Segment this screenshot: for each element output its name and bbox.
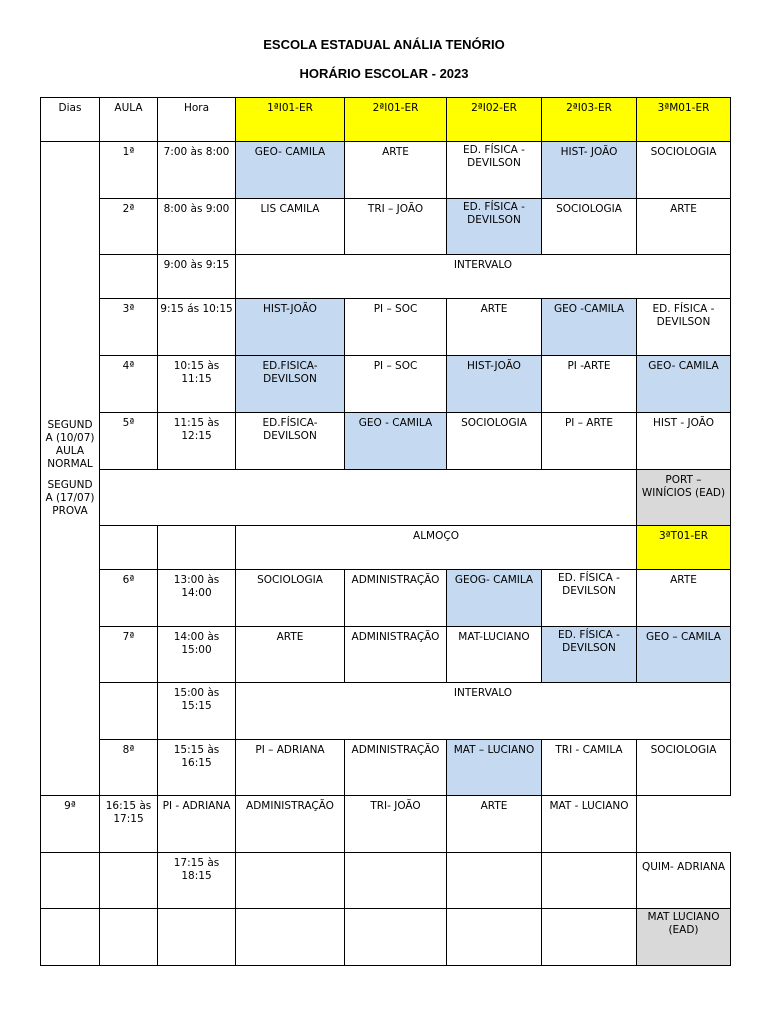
subject-cell: PI – SOC xyxy=(345,356,447,413)
day-line: SEGUND xyxy=(47,419,93,431)
table-row xyxy=(41,627,731,683)
hora-cell: 17:15 às 18:15 xyxy=(158,853,236,909)
table-row xyxy=(41,570,731,627)
hora-cell xyxy=(158,909,236,966)
break-label: INTERVALO xyxy=(236,255,731,299)
header-class-afternoon: 3ªT01-ER xyxy=(637,526,731,570)
aula-cell: 4ª xyxy=(100,356,158,413)
subject-cell: ADMINISTRAÇÃO xyxy=(345,627,447,683)
subject-cell: MAT-LUCIANO xyxy=(447,627,542,683)
aula-cell: 1ª xyxy=(100,142,158,199)
subject-cell: ADMINISTRAÇÃO xyxy=(345,570,447,627)
hora-cell: 16:15 às 17:15 xyxy=(100,796,158,853)
aula-cell xyxy=(100,255,158,299)
subject-cell: ED.FISICA- DEVILSON xyxy=(236,356,345,413)
hora-cell: 14:00 às 15:00 xyxy=(158,627,236,683)
aula-cell xyxy=(100,526,158,570)
day-line: PROVA xyxy=(52,505,88,517)
subject-cell: TRI- JOÃO xyxy=(345,796,447,853)
day-line: NORMAL xyxy=(47,458,93,470)
aula-cell: 3ª xyxy=(100,299,158,356)
subject-cell: HIST-JOÃO xyxy=(447,356,542,413)
header-class-5: 3ªM01-ER xyxy=(637,98,731,142)
table-row xyxy=(41,853,731,909)
empty-cell xyxy=(100,470,637,526)
hora-cell: 7:00 às 8:00 xyxy=(158,142,236,199)
subject-cell: MAT – LUCIANO xyxy=(447,740,542,796)
day-line: AULA xyxy=(55,445,85,457)
header-aula: AULA xyxy=(100,98,158,142)
subject-cell xyxy=(236,909,345,966)
aula-cell: 2ª xyxy=(100,199,158,255)
subject-cell: ADMINISTRAÇÃO xyxy=(236,796,345,853)
header-hora: Hora xyxy=(158,98,236,142)
table-row xyxy=(41,740,731,796)
subject-cell xyxy=(447,909,542,966)
subject-cell: ED. FÍSICA - DEVILSON xyxy=(542,570,637,627)
subject-cell: SOCIOLOGIA xyxy=(447,413,542,470)
subject-cell: SOCIOLOGIA xyxy=(236,570,345,627)
ead-cell: PORT – WINÍCIOS (EAD) xyxy=(637,470,731,526)
subject-cell: HIST-JOÃO xyxy=(236,299,345,356)
subject-cell: GEOG- CAMILA xyxy=(447,570,542,627)
subject-cell: PI – SOC xyxy=(345,299,447,356)
aula-cell: 5ª xyxy=(100,413,158,470)
table-row xyxy=(41,909,731,966)
subject-cell: PI -ARTE xyxy=(542,356,637,413)
subject-cell xyxy=(345,853,447,909)
table-row xyxy=(41,796,731,853)
header-row xyxy=(41,98,731,142)
hora-cell xyxy=(158,526,236,570)
hora-cell: 9:15 ás 10:15 xyxy=(158,299,236,356)
hora-cell: 9:00 às 9:15 xyxy=(158,255,236,299)
subject-cell: GEO - CAMILA xyxy=(345,413,447,470)
aula-cell xyxy=(100,683,158,740)
break-label: INTERVALO xyxy=(236,683,731,740)
subject-cell: SOCIOLOGIA xyxy=(542,199,637,255)
subject-cell xyxy=(542,909,637,966)
subject-cell: ED. FÍSICA - DEVILSON xyxy=(447,142,542,199)
table-row xyxy=(41,142,731,199)
subject-cell xyxy=(345,909,447,966)
subject-cell: ARTE xyxy=(345,142,447,199)
subject-cell xyxy=(542,853,637,909)
subject-cell: ED. FÍSICA - DEVILSON xyxy=(447,199,542,255)
aula-cell xyxy=(100,909,158,966)
table-row xyxy=(41,413,731,470)
subject-cell: PI – ADRIANA xyxy=(236,740,345,796)
subject-cell: SOCIOLOGIA xyxy=(637,740,731,796)
subject-cell xyxy=(236,853,345,909)
subject-cell: ARTE xyxy=(447,299,542,356)
subject-cell: PI - ADRIANA xyxy=(158,796,236,853)
header-dias: Dias xyxy=(41,98,100,142)
day-line: A (17/07) xyxy=(45,492,95,504)
header-class-3: 2ªI02-ER xyxy=(447,98,542,142)
subject-cell: ARTE xyxy=(637,199,731,255)
subject-cell: GEO – CAMILA xyxy=(637,627,731,683)
aula-cell: 6ª xyxy=(100,570,158,627)
hora-cell: 15:15 às 16:15 xyxy=(158,740,236,796)
hora-cell: 11:15 às 12:15 xyxy=(158,413,236,470)
header-class-1: 1ªI01-ER xyxy=(236,98,345,142)
subject-cell: ARTE xyxy=(447,796,542,853)
header-class-2: 2ªI01-ER xyxy=(345,98,447,142)
subject-cell: ADMINISTRAÇÃO xyxy=(345,740,447,796)
subject-cell: ED. FÍSICA - DEVILSON xyxy=(637,299,731,356)
day-cell xyxy=(41,142,100,796)
aula-cell xyxy=(100,853,158,909)
break-row xyxy=(41,255,731,299)
subject-cell: ED. FÍSICA - DEVILSON xyxy=(542,627,637,683)
subject-cell: ED.FÍSICA- DEVILSON xyxy=(236,413,345,470)
schedule-title: HORÁRIO ESCOLAR - 2023 xyxy=(299,66,469,81)
school-name: ESCOLA ESTADUAL ANÁLIA TENÓRIO xyxy=(263,37,505,52)
aula-cell: 9ª xyxy=(41,796,100,853)
subject-cell xyxy=(447,853,542,909)
subject-cell: GEO -CAMILA xyxy=(542,299,637,356)
subject-cell: SOCIOLOGIA xyxy=(637,142,731,199)
ead-row xyxy=(41,470,731,526)
lunch-row xyxy=(41,526,731,570)
subject-cell: TRI - CAMILA xyxy=(542,740,637,796)
subject-cell: LIS CAMILA xyxy=(236,199,345,255)
subject-cell: GEO- CAMILA xyxy=(236,142,345,199)
header-class-4: 2ªI03-ER xyxy=(542,98,637,142)
day-cell-empty xyxy=(41,853,100,909)
day-line: A (10/07) xyxy=(45,432,95,444)
ead-cell: MAT LUCIANO (EAD) xyxy=(637,909,731,966)
table-row xyxy=(41,356,731,413)
subject-cell: HIST - JOÃO xyxy=(637,413,731,470)
subject-cell: QUIM- ADRIANA xyxy=(637,853,731,909)
hora-cell: 8:00 às 9:00 xyxy=(158,199,236,255)
hora-cell: 10:15 às 11:15 xyxy=(158,356,236,413)
schedule-table xyxy=(40,97,731,966)
subject-cell: HIST- JOÃO xyxy=(542,142,637,199)
subject-cell: MAT - LUCIANO xyxy=(542,796,637,853)
table-row xyxy=(41,299,731,356)
subject-cell: TRI – JOÃO xyxy=(345,199,447,255)
aula-cell: 8ª xyxy=(100,740,158,796)
break-row xyxy=(41,683,731,740)
subject-cell: PI – ARTE xyxy=(542,413,637,470)
aula-cell: 7ª xyxy=(100,627,158,683)
subject-cell: GEO- CAMILA xyxy=(637,356,731,413)
hora-cell: 13:00 às 14:00 xyxy=(158,570,236,627)
lunch-label: ALMOÇO xyxy=(236,526,637,570)
subject-cell: ARTE xyxy=(637,570,731,627)
subject-cell: ARTE xyxy=(236,627,345,683)
table-row xyxy=(41,199,731,255)
day-cell-empty xyxy=(41,909,100,966)
day-line: SEGUND xyxy=(47,479,93,491)
hora-cell: 15:00 às 15:15 xyxy=(158,683,236,740)
